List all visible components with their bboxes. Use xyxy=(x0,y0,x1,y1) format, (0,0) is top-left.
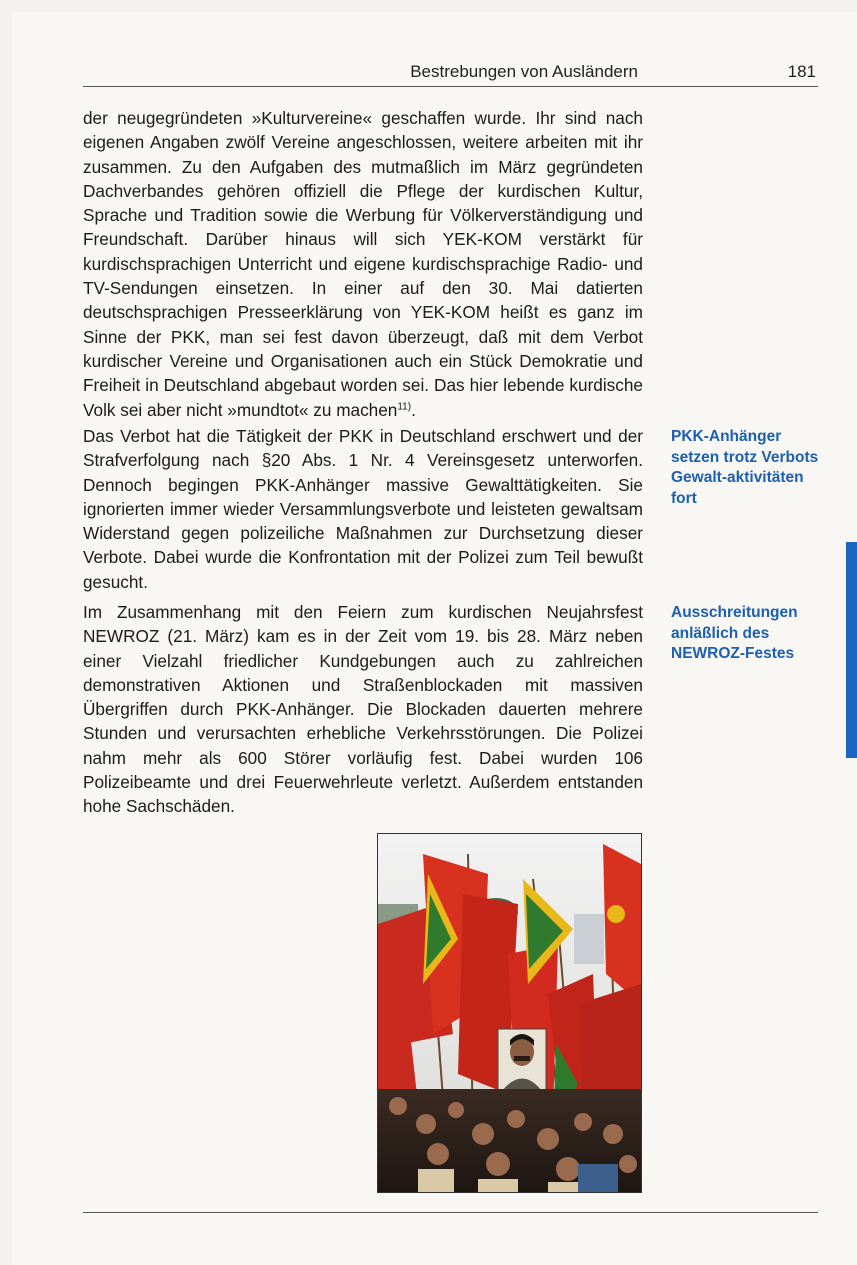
footer-rule xyxy=(83,1212,818,1213)
photo-building xyxy=(574,914,604,964)
photo-jacket xyxy=(578,1164,618,1192)
demonstration-photo xyxy=(377,833,642,1193)
page-header xyxy=(83,62,818,87)
page-number: 181 xyxy=(787,62,816,81)
paragraph-yek-kom-end: . xyxy=(411,399,416,420)
paragraph-newroz: Im Zusammenhang mit den Feiern zum kurdischen Neujahrsfest NEWROZ (21. März) kam es in der Zeit vom 19. bis 28. März neben einer Vielzahl friedlicher Kundgebungen auch zu zahlreichen demonstrativen Aktionen und Straßenblockaden mit massiven Übergriffen durch PKK-Anhänger. Die Blockaden dauerten mehrere Stunden und verursachten erhebliche Verkehrsstörungen. Die Polizei nahm mehr als 600 Störer vorläufig fest. Dabei wurden 106 Polizeibeamte und drei Feuerwehrleute verletzt. Außerdem entstanden hohe Sachschäden. xyxy=(83,602,643,817)
running-title: Bestrebungen von Ausländern xyxy=(410,62,638,81)
footnote-marker: 11) xyxy=(397,400,412,412)
paragraph-yek-kom xyxy=(83,106,643,422)
paragraph-verbot: Das Verbot hat die Tätigkeit der PKK in Deutschland erschwert und der Strafverfolgung nach §20 Abs. 1 Nr. 4 Vereinsgesetz unterworfen. Dennoch begingen PKK-Anhänger massive Gewalttätigkeiten. Sie ignorierten immer wieder Versammlungsverbote und leisteten gewaltsam Widerstand gegen polizeiliche Maßnahmen zur Durchsetzung dieser Verbote. Dabei wurde die Konfrontation mit der Polizei zum Teil bewußt gesucht. xyxy=(83,426,643,592)
marginal-note-newroz: Ausschreitungen anläßlich des NEWROZ-Festes xyxy=(671,604,798,662)
photo-portrait-placard xyxy=(498,1029,546,1091)
chapter-thumb-tab xyxy=(846,542,857,758)
photo-illustration xyxy=(378,834,641,1192)
marginal-note-gewalt: PKK-Anhänger setzen trotz Verbots Gewalt-aktivitäten fort xyxy=(671,428,819,507)
paragraph-yek-kom-text: der neugegründeten »Kulturvereine« geschaffen wurde. Ihr sind nach eigenen Angaben zwölf Vereine angeschlossen, weitere arbeiten mit ihr zusammen. Zu den Aufgaben des mutmaßlich im März gegründeten Dachverbandes gehören offiziell die Pflege der kurdischen Kultur, Sprache und Tradition sowie die Werbung für Völkerverständigung und Freundschaft. Darüber hinaus will sich YEK-KOM verstärkt für kurdischsprachigen Unterricht und eigene kurdischsprachige Radio- und TV-Sendungen einsetzen. In einer auf den 30. Mai datierten deutschsprachigen Presseerklärung von YEK-KOM heißt es ganz im Sinne der PKK, man sei fest davon überzeugt, daß mit dem Verbot kurdischer Vereine und Organisationen auch ein Stück Demokratie und Freiheit in Deutschland abgebaut worden sei. Das hier lebende kurdische Volk sei aber nicht »mundtot« zu machen xyxy=(83,108,643,420)
